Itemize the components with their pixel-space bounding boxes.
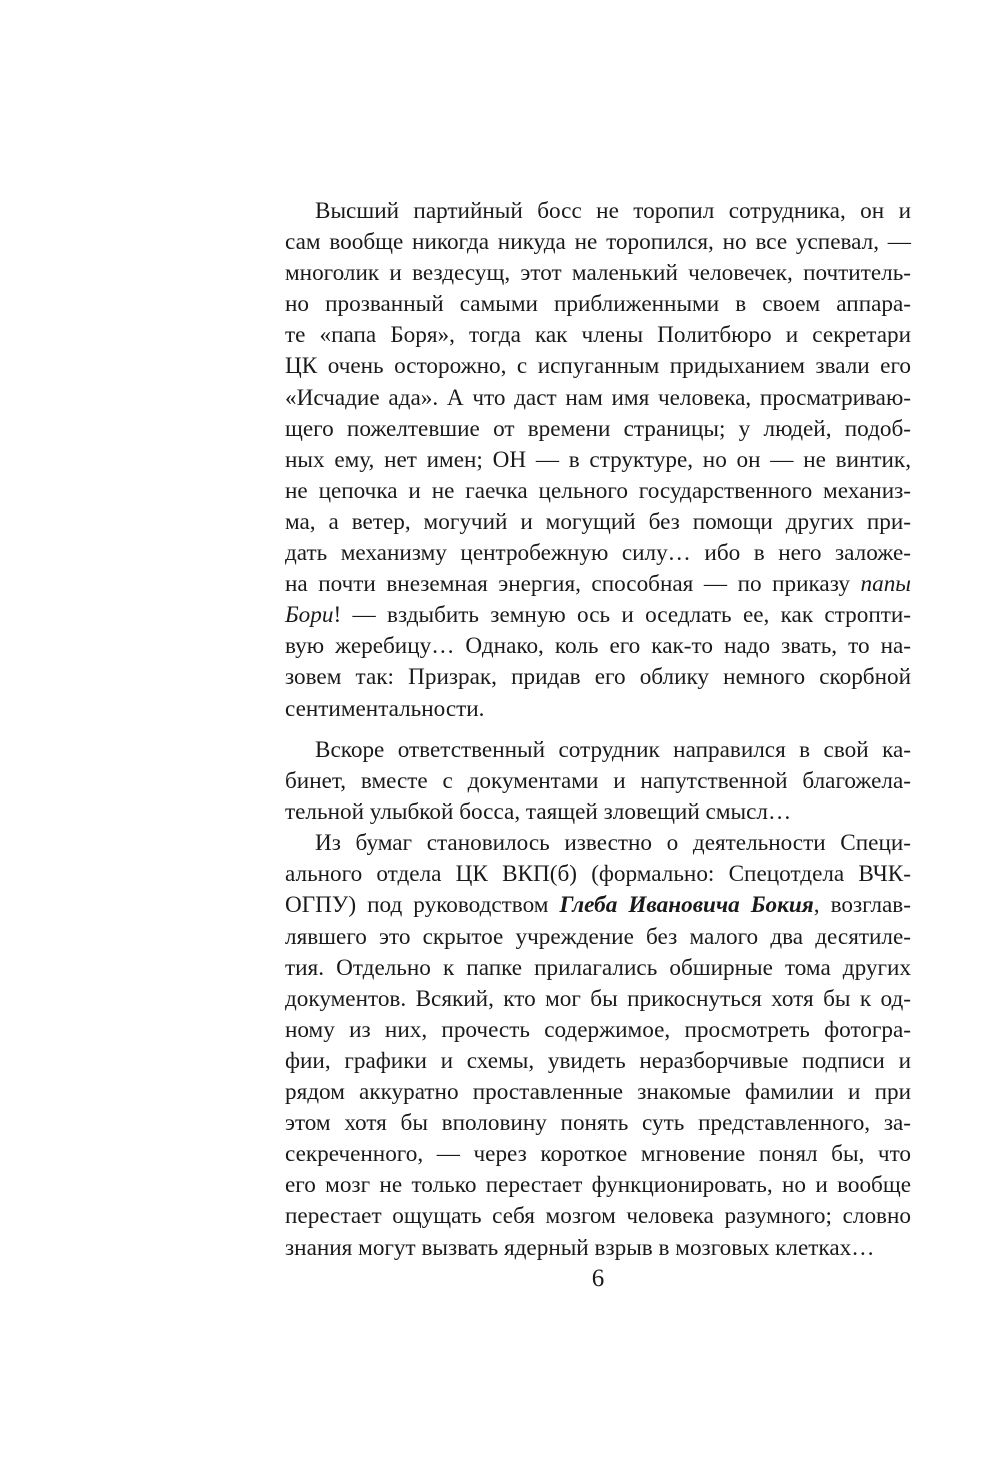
- paragraph-2-and-3: [285, 735, 911, 1264]
- text-line: лявшего это скрытое учреждение без малого два десятиле-: [285, 923, 911, 950]
- text-line: щего пожелтевшие от времени страницы; у людей, подоб-: [285, 415, 911, 442]
- text-line: [285, 600, 911, 631]
- text-line: Из бумаг становилось известно о деятельности Специ-: [315, 830, 911, 857]
- text-line: тия. Отдельно к папке прилагались обширные тома других: [285, 954, 911, 981]
- text-line: «Исчадие ада». А что даст нам имя человека, просматриваю-: [285, 384, 911, 411]
- text-line: ному из них, прочесть содержимое, просмотреть фотогра-: [285, 1016, 911, 1043]
- text-line: те «папа Боря», тогда как члены Политбюро и секретари: [285, 322, 911, 349]
- page-number: 6: [591, 1265, 605, 1292]
- text-run: , возглав-: [813, 892, 911, 919]
- text-line: знания могут вызвать ядерный взрыв в мозговых клетках…: [285, 1234, 875, 1261]
- text-line: [285, 890, 911, 921]
- text-line: ального отдела ЦК ВКП(б) (формально: Спецотдела ВЧК-: [285, 861, 911, 888]
- text-line: Вскоре ответственный сотрудник направился в свой ка-: [315, 737, 911, 763]
- text-line: сентиментальности.: [285, 695, 485, 722]
- text-line: тельной улыбкой босса, таящей зловещий смысл…: [285, 799, 792, 826]
- text-line: не цепочка и не гаечка цельного государственного механиз-: [285, 477, 911, 504]
- text-line: [285, 569, 911, 600]
- italic-emphasis: Бори: [285, 602, 334, 629]
- text-line: Высший партийный босс не торопил сотрудника, он и: [315, 198, 911, 224]
- text-line: секреченного, — через короткое мгновение понял бы, что: [285, 1141, 911, 1168]
- paragraph-1: [285, 196, 911, 725]
- text-line: ЦК очень осторожно, с испуганным придыханием звали его: [285, 353, 911, 380]
- text-line: бинет, вместе с документами и напутственной благожела-: [285, 768, 911, 795]
- italic-emphasis: папы: [860, 571, 911, 598]
- text-line: сам вообще никогда никуда не торопился, но все успевал, —: [285, 229, 911, 256]
- text-line: документов. Всякий, кто мог бы прикоснуться хотя бы к од-: [285, 985, 911, 1012]
- text-line: но прозванный самыми приближенными в своем аппара-: [285, 291, 911, 318]
- bold-italic-name: Глеба Ивановича Бокия: [559, 892, 814, 919]
- text-line: многолик и вездесущ, этот маленький человечек, почтитель-: [285, 260, 911, 287]
- text-line: его мозг не только перестает функционировать, но и вообще: [285, 1172, 911, 1199]
- text-run: ! — вздыбить земную ось и оседлать ее, как стропти-: [333, 602, 911, 629]
- text-line: зовем так: Призрак, придав его облику немного скорбной: [285, 664, 911, 691]
- text-line: перестает ощущать себя мозгом человека разумного; словно: [285, 1203, 911, 1230]
- text-line: этом хотя бы вполовину понять суть представленного, за-: [285, 1110, 911, 1137]
- text-line: фии, графики и схемы, увидеть неразборчивые подписи и: [285, 1047, 911, 1074]
- text-run: ОГПУ) под руководством: [285, 892, 560, 919]
- text-line: рядом аккуратно проставленные знакомые фамилии и при: [285, 1079, 911, 1106]
- text-line: вую жеребицу… Однако, коль его как-то надо звать, то на-: [285, 633, 911, 660]
- text-run: на почти внеземная энергия, способная — по приказу: [285, 571, 861, 598]
- text-line: ма, а ветер, могучий и могущий без помощи других при-: [285, 508, 911, 535]
- text-line: дать механизму центробежную силу… ибо в него заложе-: [285, 540, 911, 567]
- text-line: ных ему, нет имен; ОН — в структуре, но он — не винтик,: [285, 446, 911, 473]
